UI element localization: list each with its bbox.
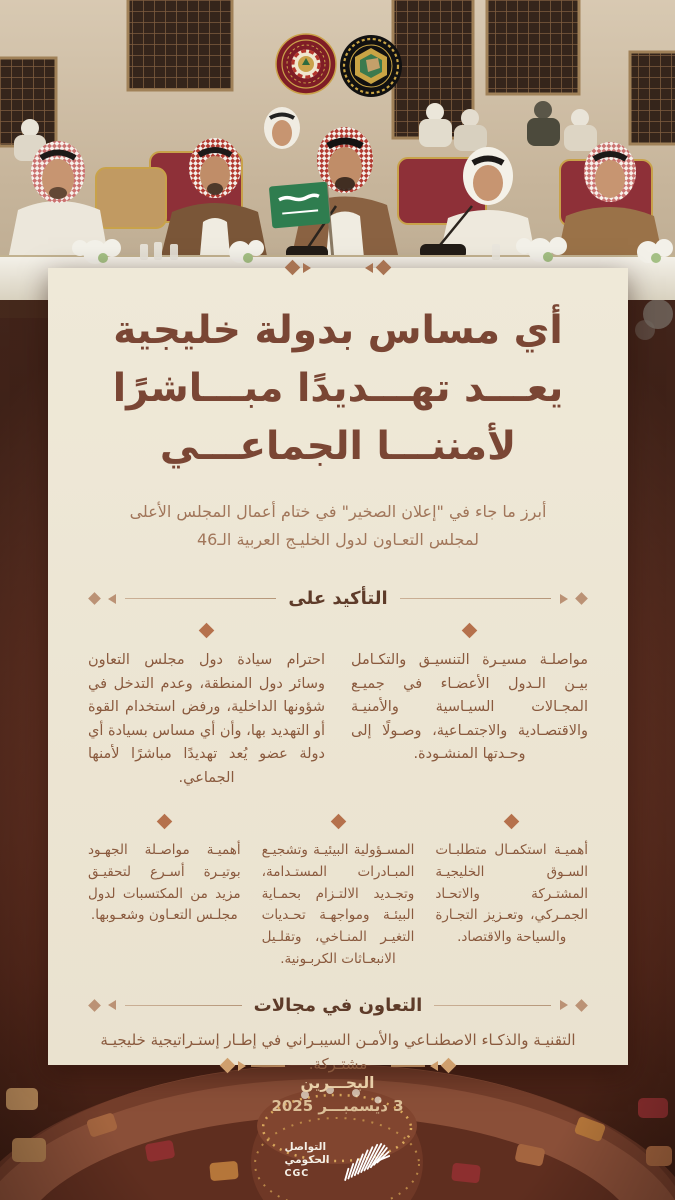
chevron-left-icon (108, 1000, 116, 1010)
emphasis-row-1 (88, 625, 588, 790)
chevron-right-icon (303, 263, 311, 273)
list-item (351, 625, 588, 790)
section-divider-cooperation (90, 995, 586, 1016)
chevron-right-icon (560, 594, 568, 604)
summit-photo (0, 0, 675, 300)
diamond-icon (376, 260, 392, 276)
diamond-icon (285, 260, 301, 276)
diamond-bullet-icon (330, 814, 346, 830)
diamond-arrow-ornament-bottom (222, 1060, 454, 1071)
headline (88, 302, 588, 476)
diamond-icon (575, 592, 588, 605)
list-item (262, 816, 415, 971)
diamond-icon (220, 1058, 236, 1074)
cgc-fan-icon (334, 1129, 390, 1191)
cooperation-text: التقنيـة والذكـاء الاصطنـاعي والأمـن السيبـراني في إطـار إستـراتيجية خليجيـة مشتـركة. (100, 1030, 576, 1073)
item-text: مواصلـة مسيـرة التنسيـق والتكـامل بيـن الـدول الأعضـاء في جميـع المجـالات السيـاسية والأمنيـة والاقتصـادية والاجتمـاعية، وصـولًا إلى وحـدتها المنشـودة. (351, 652, 588, 762)
diamond-icon (575, 999, 588, 1012)
section-title: التعاون في مجالات (253, 994, 423, 1016)
headline-line: أي مساس بدولة خليجية (113, 308, 563, 353)
diamond-icon (88, 592, 101, 605)
diamond-bullet-icon (462, 623, 478, 639)
chevron-right-icon (560, 1000, 568, 1010)
item-text: المسـؤولية البيئيـة وتشجيـع المبـادرات المستـدامة، وتجـديد الالتـزام بحمـاية البيئـة ومواجهـة تحـديات التغيـر المنـاخي، وتقلـيل الانبعـاثات الكربـونية. (261, 842, 415, 967)
list-item (88, 625, 325, 790)
gcc-official-emblem (340, 35, 402, 97)
delegate-behind-center (264, 107, 300, 149)
diamond-bullet-icon (157, 814, 173, 830)
list-item (435, 816, 588, 971)
diamond-bullet-icon (504, 814, 520, 830)
diamond-icon (441, 1058, 457, 1074)
cgc-logo (0, 1129, 675, 1191)
diamond-icon (88, 999, 101, 1012)
cgc-logo-text: التواصل الحكومي CGC (284, 1140, 330, 1179)
list-item (88, 816, 241, 971)
section-divider-emphasis (90, 588, 586, 609)
chevron-left-icon (430, 1061, 438, 1071)
footer (0, 1074, 675, 1191)
event-date: 3 ديسمبـــر 2025 (271, 1097, 404, 1115)
declaration-card (48, 268, 628, 1073)
item-text: احترام سيادة دول مجلس التعاون وسائر دول المنطقة، وعدم التدخل في شؤونها الداخلية، ورفض استخدام القوة أو التهديد بها، وأن أي مساس بسيادة أي دولة عضو يُعد تهديدًا مباشرًا لأمنها الجماعي. (88, 652, 325, 786)
headline-line: يعـــد تهـــديدًا مبـــاشرًا (112, 366, 564, 411)
chevron-left-icon (365, 263, 373, 273)
item-text: أهميـة استكمـال متطلبـات السـوق الخليجيـة المشتـركة والاتحـاد الجمـركي، وتعـزيز التجـارة والسياحة والاقتصاد. (435, 842, 588, 946)
headline-line: لأمننـــا الجماعـــي (159, 424, 517, 469)
chevron-right-icon (238, 1061, 246, 1071)
event-location: البحـــرين (300, 1074, 375, 1092)
emphasis-row-2 (88, 816, 588, 971)
subtitle: أبرز ما جاء في "إعلان الصخير" في ختام أعمال المجلس الأعلى لمجلس التعـاون لدول الخليـج العربية الـ46 (129, 502, 547, 549)
chevron-left-icon (108, 594, 116, 604)
section-title: التأكيد على (288, 588, 388, 609)
item-text: أهميـة مواصـلة الجهـود بوتيـرة أسـرع لتحقيـق مزيد من المكتسبات لدول مجلـس التعـاون وشعـوبها. (87, 842, 241, 924)
diamond-bullet-icon (199, 623, 215, 639)
diamond-arrow-ornament-top (287, 262, 389, 273)
gcc-46th-summit-emblem (276, 34, 336, 94)
